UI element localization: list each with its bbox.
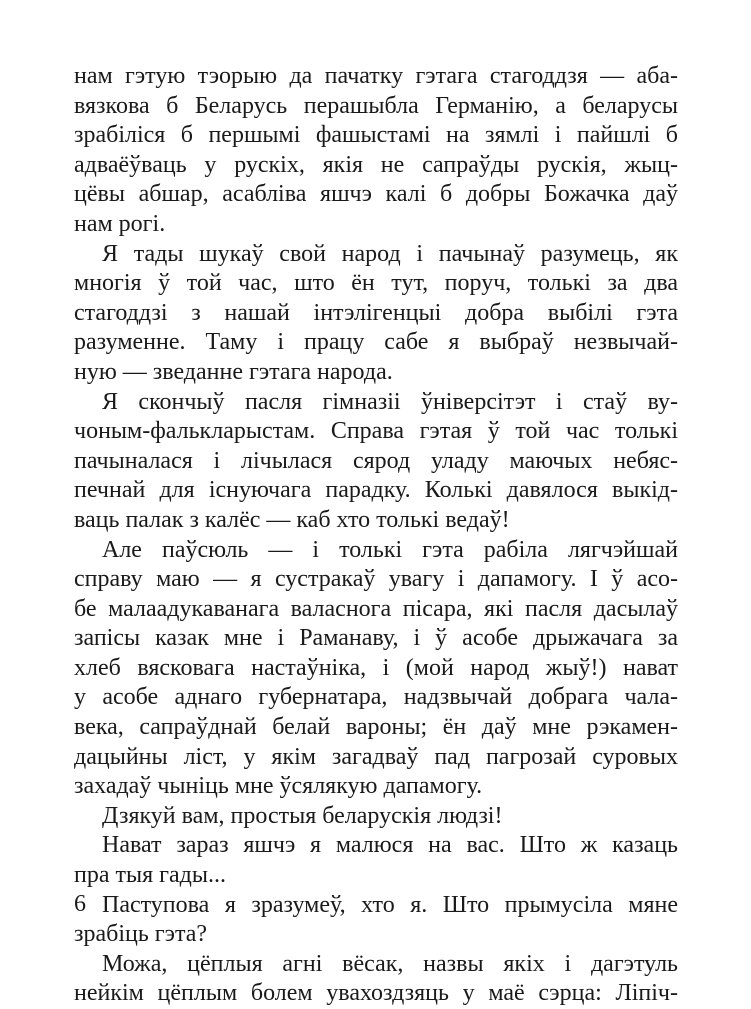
text-line: Я скончыў пасля гімназіі ўніверсітэт і стаў ву- [102,388,678,415]
text-line: цёвы абшар, асабліва яшчэ калі б добры Божачка даў [74,181,678,208]
paragraph [74,950,678,1009]
text-line: пра тыя гады... [74,862,226,889]
text-line: пачыналася і лічылася сярод уладу маючых небяс- [74,447,678,474]
page-number: 6 [74,891,86,917]
text-line: захадаў чыніць мне ўсялякую дапамогу. [74,773,483,800]
text-line: справу маю — я сустракаў увагу і дапамогу. І ў асо- [74,566,678,593]
text-line: чоным-фалькларыстам. Справа гэтая ў той час толькі [74,418,678,445]
text-line: ваць палак з калёс — каб хто толькі ведаў! [74,506,510,533]
text-line: зрабіліся б першымі фашыстамі на зямлі і пайшлі б [74,122,678,149]
text-line: многія ў той час, што ён тут, поруч, толькі за два [74,270,678,297]
text-line: Дзякуй вам, простыя беларускія людзі! [102,802,503,829]
paragraph [74,831,678,890]
text-line: у асобе аднаго губернатара, надзвычай добрага чала- [74,684,678,711]
text-line: нейкім цёплым болем увахоздзяць у маё сэрца: Ліпіч- [74,980,678,1007]
text-line: Я тады шукаў свой народ і пачынаў разумець, як [102,240,678,267]
paragraph [74,536,678,802]
text-line: Нават зараз яшчэ я малюся на вас. Што ж казаць [102,832,678,859]
text-line: Можа, цёплыя агні вёсак, назвы якіх і дагэтуль [102,950,678,977]
paragraph [74,388,678,536]
text-line: Але паўсюль — і толькі гэта рабіла лягчэйшай [102,536,678,563]
text-line: запісы казак мне і Раманаву, і ў асобе дрыжачага за [74,625,678,652]
text-line: ную — зведанне гэтага народа. [74,358,393,385]
text-line: нам рогі. [74,210,166,237]
text-line: дацыйны ліст, у якім загадваў пад пагрозай суровых [74,743,678,770]
body-text [74,62,678,1009]
text-line: адваёўваць у рускіх, якія не сапраўды рускія, жыц- [74,151,678,178]
paragraph [74,802,678,832]
text-line: зрабіць гэта? [74,921,208,948]
text-line: печнай для існуючага парадку. Колькі давялося выкід- [74,477,678,504]
text-line: Паступова я зразумеў, хто я. Што прымусіла мяне [102,891,678,918]
text-line: нам гэтую тэорыю да пачатку гэтага стагоддзя — аба- [74,63,678,89]
text-line: разуменне. Таму і працу сабе я выбраў незвычай- [74,329,678,356]
paragraph [74,240,678,388]
text-line: стагоддзі з нашай інтэлігенцыі добра выбілі гэта [74,299,678,326]
paragraph [74,891,678,950]
paragraph [74,62,678,240]
text-line: века, сапраўднай белай вароны; ён даў мне рэкамен- [74,714,678,741]
text-line: вязкова б Беларусь перашыбла Германію, а беларусы [74,92,678,119]
text-line: бе малаадукаванага валаснога пісара, які пасля дасылаў [74,595,678,622]
text-line: хлеб вясковага настаўніка, і (мой народ жыў!) нават [74,654,678,681]
